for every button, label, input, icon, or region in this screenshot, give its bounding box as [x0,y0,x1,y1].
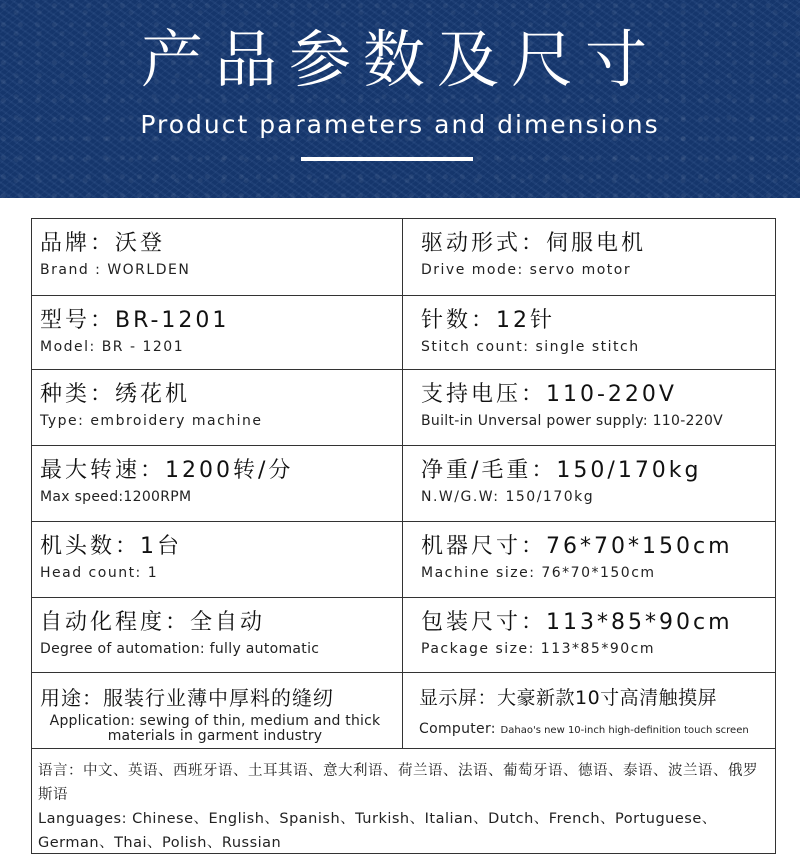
spec-automation-zh: 自动化程度：全自动 [40,610,266,635]
spec-heads-zh: 机头数：1台 [40,534,182,559]
spec-cell-brand [32,219,403,295]
spec-table [31,218,776,854]
header-banner [0,0,800,198]
spec-cell-voltage [403,370,775,445]
spec-screen-en-label: Computer: [419,721,496,737]
spec-cell-package-size [403,598,775,672]
spec-cell-type [32,370,403,445]
spec-application-en: Application: sewing of thin, medium and thick materials in garment industry [49,713,381,744]
spec-row-type [32,370,775,446]
spec-type-en: Type: embroidery machine [40,413,263,429]
spec-voltage-en: Built-in Unversal power supply: 110-220V [421,413,724,429]
spec-row-brand [32,219,775,296]
spec-cell-languages [32,749,775,853]
spec-machine-size-zh: 机器尺寸：76*70*150cm [421,534,733,559]
spec-row-application [32,673,775,749]
spec-cell-screen [403,673,775,748]
spec-drive-en: Drive mode: servo motor [421,262,632,278]
spec-row-speed [32,446,775,522]
spec-heads-en: Head count: 1 [40,565,159,581]
spec-stitch-zh: 针数：12针 [421,308,555,333]
spec-brand-en: Brand : WORLDEN [40,262,191,278]
spec-brand-zh: 品牌：沃登 [40,231,166,256]
spec-cell-automation [32,598,403,672]
spec-cell-machine-size [403,522,775,597]
spec-weight-en: N.W/G.W: 150/170kg [421,489,595,505]
spec-type-zh: 种类：绣花机 [40,382,191,407]
spec-screen-zh: 显示屏：大豪新款10寸高清触摸屏 [419,687,718,709]
spec-speed-en: Max speed:1200RPM [40,489,192,505]
spec-row-automation [32,598,775,673]
banner-title: 产品参数及尺寸 [140,23,659,96]
spec-stitch-en: Stitch count: single stitch [421,339,640,355]
spec-machine-size-en: Machine size: 76*70*150cm [421,565,656,581]
languages-zh: 语言：中文、英语、西班牙语、土耳其语、意大利语、荷兰语、法语、葡萄牙语、德语、泰语、波兰语、俄罗斯语 [38,763,758,803]
spec-cell-weight [403,446,775,521]
spec-cell-model [32,296,403,369]
spec-cell-heads [32,522,403,597]
banner-divider [301,157,473,161]
spec-row-model [32,296,775,370]
spec-weight-zh: 净重/毛重：150/170kg [421,458,702,483]
spec-cell-drive [403,219,775,295]
spec-cell-speed [32,446,403,521]
spec-row-languages [32,749,775,853]
spec-model-en: Model: BR - 1201 [40,339,185,355]
languages-en: Languages: Chinese、English、Spanish、Turkish、Italian、Dutch、French、Portuguese、German、Thai、Polish、Russian [38,811,717,851]
spec-cell-application [32,673,403,748]
spec-screen-en-line [419,719,775,741]
spec-cell-stitch [403,296,775,369]
spec-screen-en: Dahao's new 10-inch high-definition touch screen [500,725,749,736]
spec-drive-zh: 驱动形式：伺服电机 [421,231,647,256]
spec-package-size-zh: 包装尺寸：113*85*90cm [421,610,733,635]
spec-package-size-en: Package size: 113*85*90cm [421,641,655,657]
spec-voltage-zh: 支持电压：110-220V [421,382,677,407]
spec-row-heads [32,522,775,598]
spec-speed-zh: 最大转速：1200转/分 [40,458,294,483]
spec-automation-en: Degree of automation: fully automatic [40,641,320,657]
spec-application-zh: 用途：服装行业薄中厚料的缝纫 [40,686,334,710]
banner-subtitle: Product parameters and dimensions [140,110,660,139]
spec-model-zh: 型号：BR-1201 [40,308,230,333]
